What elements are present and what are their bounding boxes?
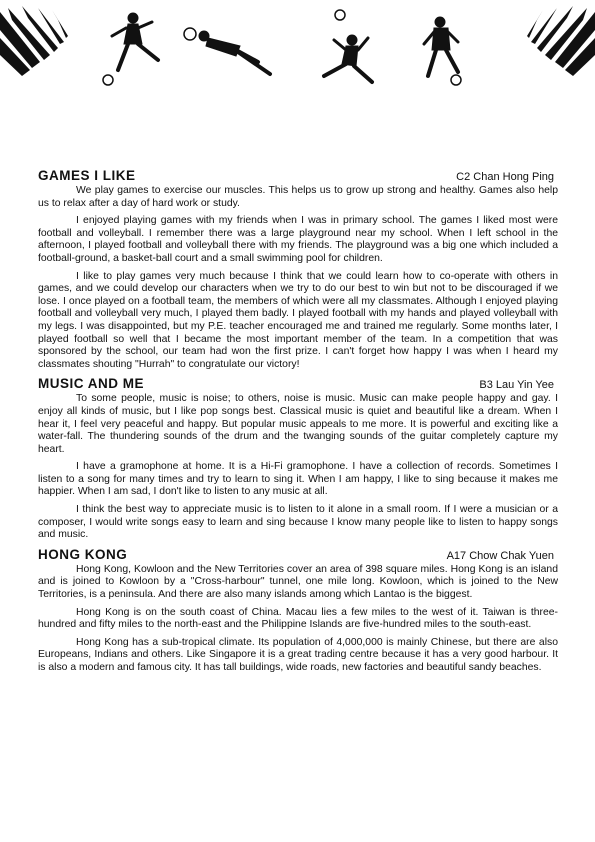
header-banner — [0, 0, 595, 100]
paragraph: I like to play games very much because I think that we could learn how to co-operate with others in games, and we could develop our characters when we try to do our best to win but not to be discouraged if we lose. I once played on a football team, the members of which were all my classmates. Although I enjoyed playing football and volleyball very much, I played them badly. I played football with my hands and played volleyball with my legs. I was disappointed, but my P.E. teacher encouraged me and trained me regularly. Some months later, I played football so well that I became the most important member of the team. In a competition that was sponsored by the school, our team had won the first prize. I can't forget how happy I was when I heard my classmates shouting "Hurrah" to congratulate our victory! — [38, 270, 558, 370]
section-title: HONG KONG — [38, 546, 128, 562]
paragraph: I enjoyed playing games with my friends when I was in primary school. The games I liked most were football and volleyball. I remember there was a large playground near my school. When I left school in the afternoon, I played football and volleyball there with my friends. The playground was a big one which included a football-ground, a basket-ball court and a small swimming pool for children. — [38, 215, 558, 264]
section-games-i-like — [38, 168, 558, 371]
section-title: GAMES I LIKE — [38, 168, 136, 183]
paragraph: Hong Kong is on the south coast of China. Macau lies a few miles to the west of it. Taiwan is three-hundred and fifty miles to the north-east and the Philippine Islands are five-hundred miles to the south-east. — [38, 606, 558, 631]
player-jumping-figure — [324, 10, 372, 82]
paragraph: To some people, music is noise; to others, noise is music. Music can make people happy and gay. I enjoy all kinds of music, but I like pop songs best. Classical music is quiet and beautiful like a dream. When I hear it, I feel very peaceful and happy. But popular music appeals to me more. It is powerful and exciting like a water-fall. The thundering sounds of the drum and the twanging sounds of the guitar completely capture my heart. — [38, 393, 558, 455]
player-kicking-figure — [103, 13, 158, 85]
player-diving-figure — [184, 28, 270, 74]
paragraph: Hong Kong, Kowloon and the New Territories cover an area of 398 square miles. Hong Kong is an island and is joined to Kowloon by a "Cross-harbour" tunnel, one mile long. Kowloon, which is joined to the New Territories, is a peninsula. And there are also many islands among which Lantao is the biggest. — [38, 563, 558, 601]
section-music-and-me — [38, 376, 558, 542]
right-stripes-decoration — [527, 6, 595, 76]
section-author: A17 Chow Chak Yuen — [446, 549, 554, 562]
left-stripes-decoration — [0, 6, 68, 76]
football-players-illustration — [0, 0, 595, 100]
section-author: B3 Lau Yin Yee — [479, 379, 554, 392]
player-running-figure — [424, 17, 461, 85]
paragraph: We play games to exercise our muscles. This helps us to grow up strong and healthy. Games also help us to relax after a day of hard work or study. — [38, 185, 558, 209]
section-title: MUSIC AND ME — [38, 376, 144, 392]
section-hong-kong — [38, 547, 558, 675]
section-author: C2 Chan Hong Ping — [456, 171, 554, 183]
paragraph: I think the best way to appreciate music is to listen to it alone in a small room. If I were a musician or a composer, I would write songs easy to learn and sing because I know many people like to listen to happy songs and music. — [38, 504, 558, 541]
paragraph: I have a gramophone at home. It is a Hi-Fi gramophone. I have a collection of records. Sometimes I listen to a song for many times and try to learn to sing it. When I am happy, I like to sing because it makes me happier. When I am sad, I don't like to listen to any music at all. — [38, 461, 558, 498]
article-page — [38, 168, 558, 680]
paragraph: Hong Kong has a sub-tropical climate. Its population of 4,000,000 is mainly Chinese, but there are also Europeans, Indians and others. Like Singapore it is a great trading centre because it has a very good harbour. It is also a modern and famous city. It has tall buildings, wide roads, new factories and beautiful sandy beaches. — [38, 636, 558, 673]
